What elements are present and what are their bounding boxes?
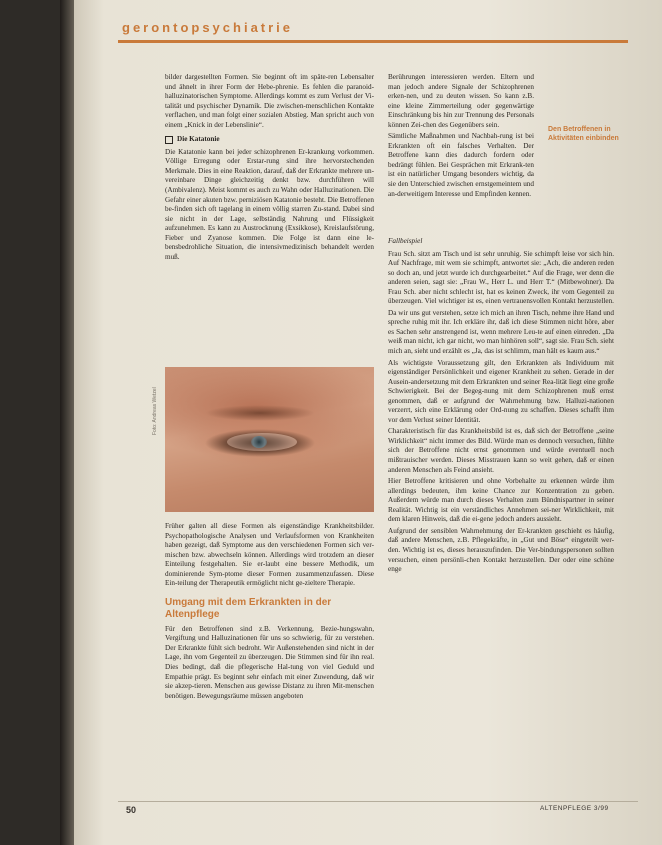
left-column-top xyxy=(165,73,374,264)
section-title: gerontopsychiatrie xyxy=(122,20,294,35)
section-heading: Umgang mit dem Erkrankten in der Altenpflege xyxy=(165,596,332,620)
paragraph: bilder dargestellten Formen. Sie beginnt oft im späte-ren Lebensalter und ähnelt in ihrer Form der Hebe-phrenie. Es fehlen die paranoid-halluzinatorischen Symptome. Allerdings kommt es zum Verlust der Vi-talität und psychischer Dynamik. Die zwischen-menschlichen Kontakte verflachen, und man folgt einer sozialen Abstieg. Man spricht auch von einem „Knick in der Lebenslinie“. xyxy=(165,73,374,129)
paragraph: Aufgrund der sensiblen Wahrnehmung der Er-krankten geschieht es häufig, daß andere Menschen, z.B. Pflegekräfte, in „Gut und Böse“ eingeteilt wer-den. Wichtig ist es, dieses herauszufinden. Die Ver-bindungspersonen sollten versuchen, einen persönli-chen Kontakt herzustellen. Der oder eine schöne enge xyxy=(388,526,614,574)
subheading-katatonie: Die Katatonie xyxy=(165,135,374,145)
left-column-bottom xyxy=(165,522,374,703)
header-rule xyxy=(118,40,628,43)
right-column-narrow xyxy=(388,73,534,201)
eyebrow-shape xyxy=(205,405,315,421)
paragraph: Da wir uns gut verstehen, setze ich mich an ihren Tisch, nehme ihre Hand und spreche ruhig mit ihr. Ich erkläre ihr, daß ich diese Stimmen nicht höre, aber es Sachen sehr anstrengend ist, wenn mehrere Leu-te auf einen einreden. „Da weiß man nicht, ich gar nicht, wo man hinhören soll“, sagt sie. Frau Sch. sieht mich an, sieht und erzählt es „Ja, das ist schlimm, man hält es kaum aus.“ xyxy=(388,308,614,356)
paragraph: Frau Sch. sitzt am Tisch und ist sehr unruhig. Sie schimpft leise vor sich hin. Auf Nachfrage, mit wem sie schimpft, antwortet sie: „Ach, die anderen reden so doch an, und jetzt wurde ich durchgearbeitet.“ Auf die Frage, wer denn die anderen seien, sagt sie: „Frau W., Herr L. und Herr T.“ (Mitbewohner). Da Frau Sch. aber nicht schlecht ist, hat es keinen Zweck, ihr vom Gegenteil zu überzeugen. Viel wichtiger ist es, einen vertrauensvollen Kontakt herzustellen. xyxy=(388,249,614,306)
paragraph: Berührungen interessieren werden. Eltern und man jedoch andere Signale der Schizophrenen erken-nen, und zu deuten wissen. So kann z.B. eine kleine Zimmerteilung oder gegenwärtige Einschränkung bis hin zur Trennung des Personals können Zei-chen des Gegenübers sein. xyxy=(388,73,534,129)
right-column-wide xyxy=(388,232,614,577)
footer-rule xyxy=(118,801,638,802)
paragraph: Als wichtigste Voraussetzung gilt, den Erkrankten als Individuum mit eigenständiger Persönlichkeit und eigener Krankheit zu sehen. Gerade in der Ausein-andersetzung mit dem Erkrankten und seiner Rea-lität liegt eine große Schwierigkeit. Bei der Begeg-nung mit dem Schizophrenen muß ernst genommen, daß er aufgrund der Wahrnehmung bzw. Halluzi-nationen verzerrt, sich eine Erklärung oder Ord-nung zu schaffen. Dieses schafft ihm vor dem Verlust seiner Identität. xyxy=(388,358,614,424)
paragraph: Für den Betroffenen sind z.B. Verkennung, Bezie-hungswahn, Vergiftung und Halluzinationen für uns so schwierig, für zu verstehen. Der Erkrankte fühlt sich bedroht. Wir Außenstehenden sind nicht in der Lage, ihn vom Gegenteil zu überzeugen. Die Stimmen sind für ihn real. Dies bedingt, daß die pflegerische Hal-tung von viel Geduld und Empathie prägt. Es beginnt sehr einfach mit einer Zuwendung, daß wir sie akzep-tieren. Menschen aus gewisse Distanz zu ihren Mit-menschen benötigen. Bewegungsräume müssen angeboten xyxy=(165,624,374,700)
photo-credit: Foto: Andreas Wetzel xyxy=(152,387,158,435)
paragraph: Sämtliche Maßnahmen und Nachbah-rung ist bei Erkrankten oft ein falsches Verhalten. Der Betroffene kann dies dadurch fordern oder bedrängt fühlen. Bei Gesprächen mit Erkrank-ten ist ein natürlicher Umgang besonders wichtig, da sie den Unterschied zwischen ernstgemeintem und an-derweitigem Interesse und Empfinden kennen. xyxy=(388,132,534,198)
paragraph: Hier Betroffene kritisieren und ohne Vorbehalte zu erkennen würde ihm allerdings bedeuten, ihm keine Chance zur Konzentration zu geben. Außerdem würde man durch dieses Verhalten zum Bündnispartner in seiner Realität. Wichtig ist ein verständliches Annehmen sei-ner Wirklichkeit, mit dem klaren Hinweis, daß die ei-gene jedoch anders aussieht. xyxy=(388,477,614,524)
iris-shape xyxy=(251,436,267,448)
issue-reference: ALTENPFLEGE 3/99 xyxy=(540,805,609,812)
checkbox-icon xyxy=(165,136,173,144)
fallbeispiel-heading: Fallbeispiel xyxy=(388,237,423,245)
paragraph: Die Katatonie kann bei jeder schizophrenen Er-krankung vorkommen. Völlige Erregung oder Erstar-rung sind ihre hervorstechenden Merkmale. Dies in eine Reaktion, darauf, daß der Erkrankte mehrere un-vereinbare Dinge gleichzeitig denkt bzw. durchführen will (Ambivalenz). Meist kommt es auch zu Wahn oder Halluzinationen. Die Gefahr einer akuten bzw. perniziösen Katatonie besteht. Die Betroffenen be-finden sich oft tagelang in einem völlig starren Zu-stand. Dabei sind sie nicht in der Lage, selbständig Nahrung und Flüssigkeit aufzunehmen. Es kann zu Austrocknung (Exsikkose), Kreislaufstörung, Fieber und Zyanose kommen. Die Folge ist dann eine le-bensbedrohliche Situation, die intensivmedizinisch behandelt werden muß. xyxy=(165,147,374,261)
page-number: 50 xyxy=(126,805,137,815)
eye-closeup-photo xyxy=(165,367,374,512)
paragraph: Früher galten all diese Formen als eigenständige Krankheitsbilder. Psychopathologische Analysen und Verlaufsformen von Krankheiten haben gezeigt, daß Symptome aus den verschiedenen Formen sich ver-mischen bzw. abwechseln können. Allerdings wird trotzdem an dieser Einteilung festgehalten. Sie er-laubt eine bessere Methodik, um dominierende Sym-ptome dieser Formen zusammenzufassen. Diese Ein-teilung der Therapeutik ermöglicht nicht ge-zieltere Therapie. xyxy=(165,522,374,588)
page-header xyxy=(118,14,628,44)
margin-note: Den Betroffenen in Aktivitäten einbinden xyxy=(548,126,619,142)
paragraph: Charakteristisch für das Krankheitsbild ist es, daß sich der Betroffene „seine Wirklichkeit“ nicht immer des Bild. Würde man es dennoch versuchen, fühlte sich der Betroffene nicht ernst genommen und würde eventuell noch mißtrauischer werden. Dieses Misstrauen kann so weit gehen, daß er einen anderen Menschen als Feind ansieht. xyxy=(388,427,614,474)
